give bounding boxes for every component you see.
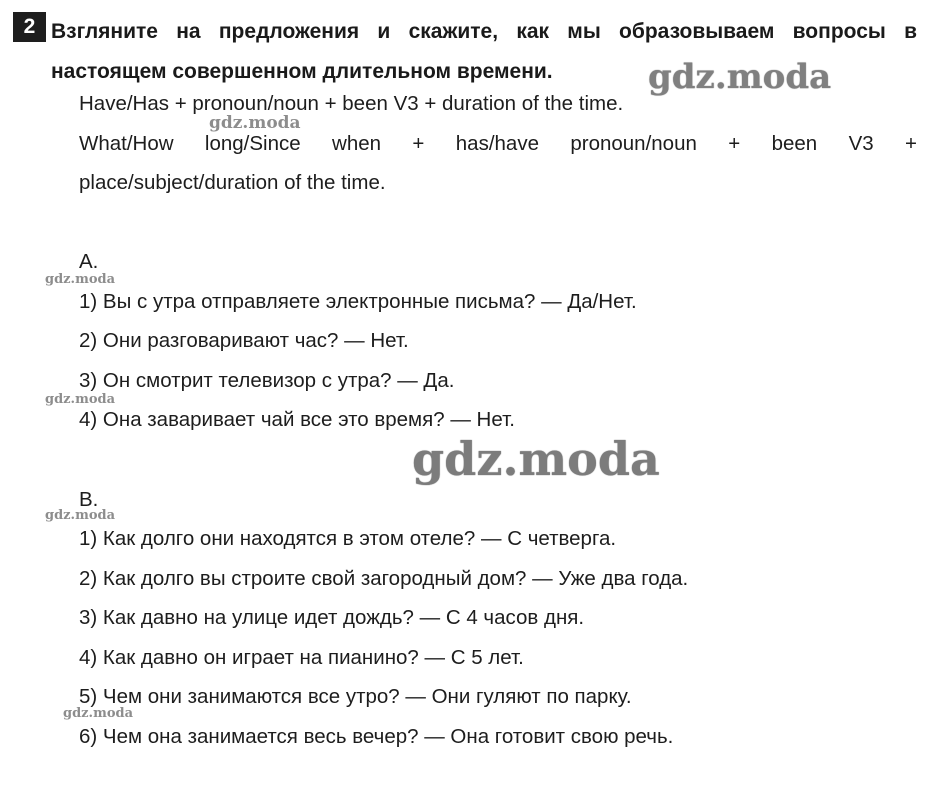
task-title: Взгляните на предложения и скажите, как мы образовываем вопросы в настоящем совершенном длительном времени. <box>51 20 917 83</box>
section-b-item-4: 4) Как давно он играет на пианино? — С 5 лет. <box>79 646 524 669</box>
section-a-item-3: 3) Он смотрит телевизор с утра? — Да. <box>79 369 455 392</box>
section-a-item-4: 4) Она заваривает чай все это время? — Нет. <box>79 408 515 431</box>
watermark: gdz.moda <box>45 392 116 407</box>
section-b-item-2: 2) Как долго вы строите свой загородный дом? — Уже два года. <box>79 567 689 590</box>
formula-line-3: place/subject/duration of the time. <box>79 171 386 194</box>
formula-line-2: What/How long/Since when + has/have pronoun/noun + been V3 + <box>79 132 917 155</box>
section-b-item-1: 1) Как долго они находятся в этом отеле? — С четверга. <box>79 527 617 550</box>
watermark: gdz.moda <box>648 57 832 97</box>
section-b-label: B. <box>79 488 99 511</box>
watermark: gdz.moda <box>45 508 116 523</box>
section-a-item-1: 1) Вы с утра отправляете электронные письма? — Да/Нет. <box>79 290 637 313</box>
task-number-badge: 2 <box>13 12 46 42</box>
section-a-item-2: 2) Они разговаривают час? — Нет. <box>79 329 409 352</box>
section-a-label: A. <box>79 250 99 273</box>
watermark: gdz.moda <box>45 272 116 287</box>
watermark: gdz.moda <box>63 706 134 721</box>
watermark: gdz.moda <box>209 113 301 133</box>
section-b-item-3: 3) Как давно на улице идет дождь? — С 4 часов дня. <box>79 606 585 629</box>
formula-line-1: Have/Has + pronoun/noun + been V3 + duration of the time. <box>79 92 624 115</box>
section-b-item-5: 5) Чем они занимаются все утро? — Они гуляют по парку. <box>79 685 632 708</box>
watermark: gdz.moda <box>412 432 660 486</box>
section-b-item-6: 6) Чем она занимается весь вечер? — Она готовит свою речь. <box>79 725 674 748</box>
